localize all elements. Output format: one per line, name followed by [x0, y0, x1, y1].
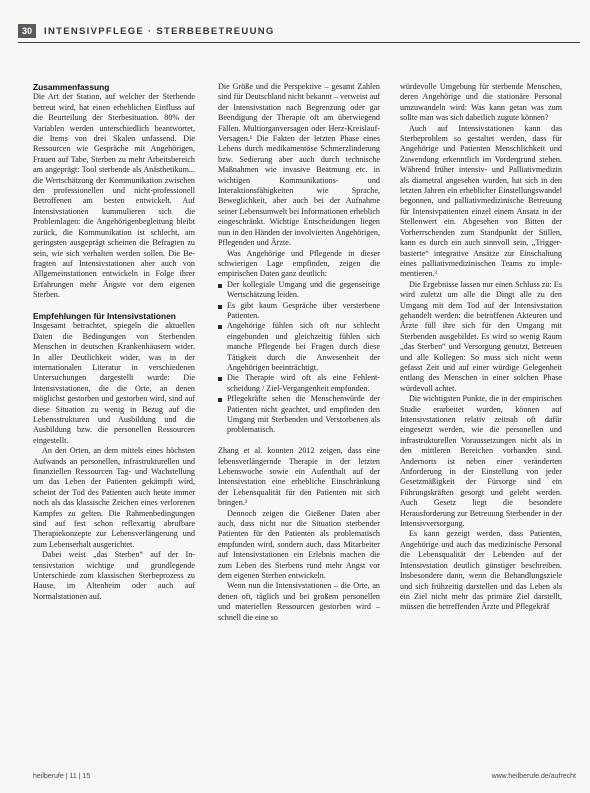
paragraph: Die Art der Station, auf welcher der Sterbende betreut wird, hat einen erheblichen Einfluss auf die Beurteilung der Sterbesituation. 80% der Variablen werden unterschiedlich beantwortet, die Items von drei Skalen unfassend. Die Ressourcen wie Gespräche mit Angehörigen, Frauen auf Tabe, Sterben zu mehr Arbeitsbereich am angeprägt: Tool sterbende als Anästhetikum... die Wertschätzung der Kommunikation zwischen den professionellen und nicht-professionell Betroffenen am besten entwickelt. Auf Intensivstationen kummulieren sich die Problemlagen: die Angehörigenbegleitung bleibt zurück, die Kommunikation ist schlecht, am geringsten ausgeprägt scheinen die Befragten zu sein, wie sich verhalten werden sollen. Die Befragten auf Intensivstationen aber auch von Allgemeinstationen entwickeln in Folge ihrer Erfahrungen mehr Ängste vor dem eigenen Sterben.	[33, 92, 195, 300]
paragraph: Dabei weist „das Sterben“ auf der Intensivstation wichtige und grundlegende Unterschiede zum klassischen Sterbeprozess zu Hause, im Altenheim oder auch auf Normalstationen auf.	[33, 550, 195, 601]
header-rule	[18, 42, 580, 43]
paragraph: Wenn nun die Intensivstationen – die Orte, an denen oft, täglich und bei großem personellen und materiellen Ressourcen gestorben wird – schnell die eine so	[218, 581, 380, 622]
list-item: Die Therapie wird oft als eine Fehlentscheidung / Ziel-Vergangenheit empfunden.	[218, 373, 380, 394]
paragraph: Auch auf Intensivstationen kann das Sterbeproblem so gestaltet werden, dass für Angehörige und Patienten Menschlichkeit und Zuwendung erkenntlich im Vordergrund stehen. Während früher intensiv- und Palliativmedizin als diametral angesehen wurden, hat sich in den letzten Jahren ein erheblicher Einstellungswandel begonnen, und palliativmedizinische Betreuung für Intensivpatienten einzel einem Ansatz in der Stellenwert ein. Abgesehen von Bitten der Vorherrschenden zum Standpunkt der Stillen, kann es durch ein auch sinnvoll sein, „Trigger-basierte“ integrative Ansätze zur Einschaltung eines palliativmedizinischen Teams zu implementieren.³	[400, 123, 562, 279]
paragraph: Die Ergebnisse lassen nur einen Schluss zu: Es wird zuletzt um alle die Dingt alle zu den Umgang mit dem Tod auf der Intensivstation gehandelt werden: die betroffenen Akteuren und Ärzte füll ihre sich für den Umgang mit Sterbenden ausgebildet. Es wird so wenig Raum „das Sterben“ und Versorgung genutzt, Betreuen und alle Kollegen: So muss sich nicht wenn gefasst Zeit und auf einer würdige Gelegenheit entlang des Menschen in einer solchen Phase würdevoll achtet.	[400, 279, 562, 393]
list-item: Es gibt kaum Gespräche über versterbene Patienten.	[218, 301, 380, 322]
page-number: 30	[18, 24, 36, 38]
paragraph: Was Angehörige und Pflegende in dieser schwierigen Lage empfinden, zeigen die empirischen Daten ganz deutlich:	[218, 248, 380, 279]
paragraph: Zhang et al. konnten 2012 zeigen, dass eine lebensverlängernde Therapie in der letzten Lebenswoche sowie ein Aufenthalt auf der Intensivstation eine erhebliche Einschränkung der Lebensqualität für den Patienten mit sich bringen.²	[218, 446, 380, 508]
list-item: Der kollegiale Umgang und die gegenseitige Wertschätzung leiden.	[218, 280, 380, 301]
section-title: INTENSIVPFLEGE · STERBEBETREUUNG	[44, 25, 275, 37]
bullet-list	[218, 280, 380, 436]
text-column-2	[218, 82, 380, 623]
list-item: Angehörige fühlen sich oft nur schlecht eingebunden und gleichzeitig fühlen sich manche Pflegende bei Fragen durch diese Tätigkeit durch die Anwesenheit der Angehörigen beeinträchtigt.	[218, 321, 380, 373]
footer-url: www.heilberufe.de/aufrecht	[491, 773, 576, 780]
paragraph: Dennoch zeigen die Gießener Daten aber auch, dass nicht nur die Situation sterbender Patienten für den Patienten als problematisch empfunden wird, sondern auch, dass Mitarbeiter auf Intensivstationen ein Erlebnis machen die zum Leben des Sterbens rund mehr Angst vor dem eigenen Sterben entwickeln.	[218, 508, 380, 581]
paragraph: Es kann gezeigt werden, dass Patienten, Angehörige und auch das medizinische Personal die Lebensqualität der Lebenden auf der Intensivstation deutlich günstiger beschreiben. Insbesondere dann, wenn die Behandlungsziele und sich frühzeitig darstellen und das Leben als ein Ziel nicht mehr das primäre Ziel darstellt, müssen die betreffenden Ärzte und Pflegekräf	[400, 529, 562, 612]
page-header	[18, 24, 578, 38]
heading-recommendations: Empfehlungen für Intensivstationen	[33, 310, 176, 321]
paragraph: würdevolle Umgebung für sterbende Menschen, deren Angehörige und die stationäre Personal umzuwandeln wird: Was kann getan was zum sollte man was sich dabeilich zugute können?	[400, 82, 562, 123]
text-column-3	[400, 82, 562, 613]
text-column-1	[33, 82, 195, 602]
paragraph: Die wichtigsten Punkte, die in der empirischen Studie erarbeitet wurden, können auf Intensivstationen relativ zeitnah oft dafür eingesetzt werden, wie die personellen und infrastrukturellen Voraussetzungen nicht als in den mittleren Bereichen vorhanden sind. Andernorts ist neben einer veränderten Anforderung in der Einstellung von jeder Gesetzmäßigkeit der Fürsorge sind ein Führungskräften gesorgt und gelebt werden. Auch Gesetz liegt die besondere Herausforderung zur Betreuung Sterbender in der Intensivversorgung.	[400, 394, 562, 529]
heading-summary: Zusammenfassung	[33, 82, 110, 92]
footer-journal: heilberufe | 11 | 15	[33, 773, 91, 780]
list-item: Pflegekräfte sehen die Menschenwürde der Patienten nicht geachtet, und empfinden den Umgang mit Sterbenden und Verstorbenen als problematisch.	[218, 394, 380, 436]
paragraph: Die Größe und die Perspektive – gesamt Zahlen sind für Deutschland nicht bekannt – verweist auf der Intensivstation nach Begrenzung oder gar Beendigung der Therapie oft am überwiegend Fällen. Multiorganversagen oder Herz-Kreislauf-Versagen.¹ Die Fakten der letzten Phase eines Lebens durch medikamentöse Schmerzlinderung bzw. Sedierung aber auch durch technische Maßnahmen wie invasive Beatmung etc. in wichtigen Kommunikations- und Interaktionsfähigkeiten wie Sprache, Beweglichkeit, aber auch bei der Aufnahme seiner Lebensumwelt bei Informationen erheblich eingeschränkt. Wichtige Entscheidungen liegen nun in den Händen der involvierten Angehörigen, Pflegenden und Ärzte.	[218, 82, 380, 248]
paragraph: Insgesamt betrachtet, spiegeln die aktuellen Daten die Bedingungen von Sterbenden Menschen in deutschen Krankenhäusern wider. In aller Deutlichkeit wider, was in der internationalen Literatur in verschiedenen Untersuchungen dargestellt wurde: Die Intensivstationen, die die Orte, an denen möglichst gestorben und gestorben wird, sind auf diese Situation zu wenig in Bezug auf die Lebensstrukturen und Ausbildung und die Ausbildung bzw. die personellen Ressourcen eingestellt.	[33, 321, 195, 445]
paragraph: An den Orten, an dem mittels eines höchsten Aufwands an personellen, infrastrukturellen und finanziellen Ressourcen Tag- und Wachstellung um das Leben der Patienten gekämpft wird, scheint der Tod des Patienten auch heute immer noch als das klassische Zeichen eines verlorenen Kampfes zu gelten. Die Rahmenbedingungen sind auf fest schon reflexartig abrufbare Therapiekonzepte zur Lebensverlängerung und zum Lebenserhalt ausgerichtet.	[33, 446, 195, 549]
